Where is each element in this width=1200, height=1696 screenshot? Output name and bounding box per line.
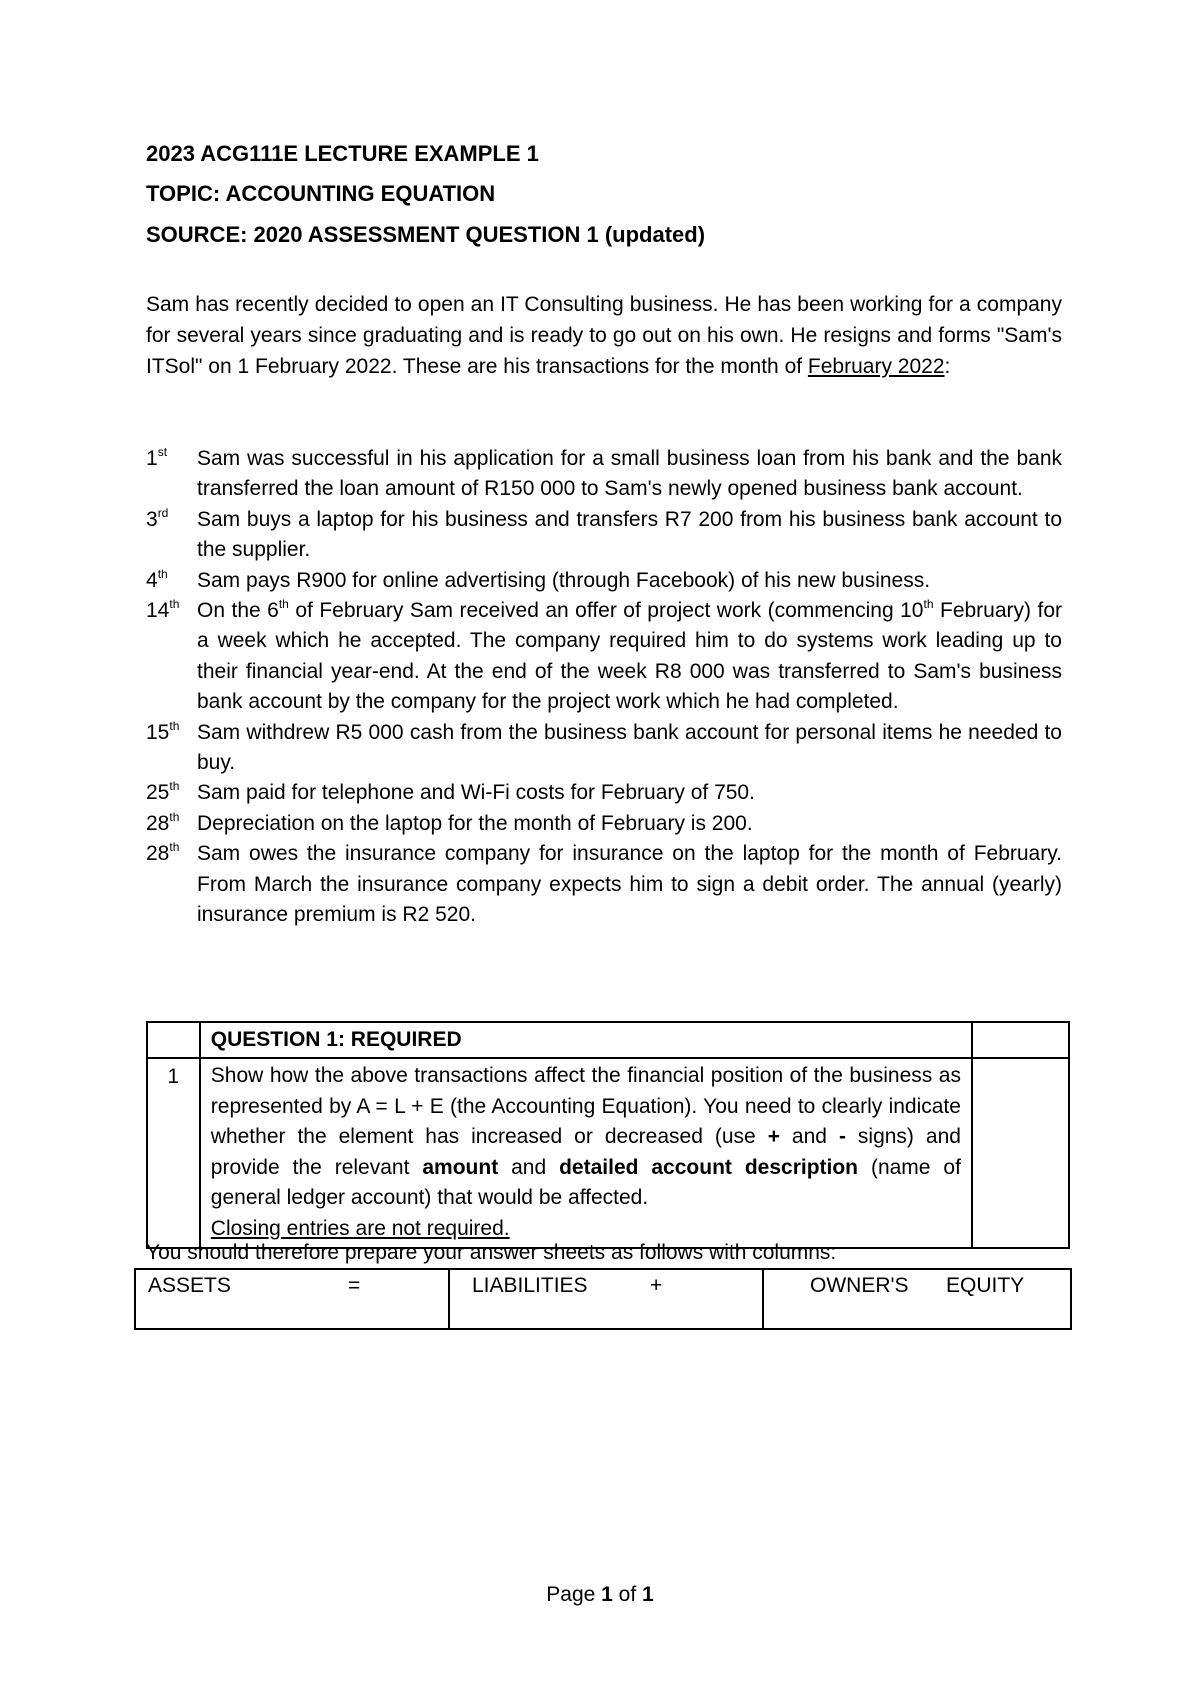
current-page: 1 — [601, 1583, 613, 1606]
transaction-item — [146, 505, 1062, 566]
transaction-text: On the 6th of February Sam received an offer of project work (commencing 10th February) for a week which he accepted. The company required him to do systems work leading up to their financial year-end. At the end of the week R8 000 was transferred to Sam's business bank account by the company for the project work which he had completed. — [197, 597, 1063, 714]
required-header-row — [147, 1022, 1069, 1058]
transaction-text: Sam buys a laptop for his business and transfers R7 200 from his business bank account to the supplier. — [197, 507, 1062, 562]
transaction-day: 28th — [146, 840, 180, 866]
plus-sign: + — [650, 1274, 663, 1297]
detailed-emphasis: detailed account description — [559, 1155, 859, 1179]
intro-end: : — [944, 354, 951, 378]
required-marks-cell — [972, 1058, 1069, 1248]
intro-underlined-date: February 2022 — [807, 354, 945, 378]
transaction-day: 4th — [146, 566, 168, 592]
transaction-item — [146, 778, 1062, 808]
amount-emphasis: amount — [422, 1155, 499, 1179]
required-header-marks-cell — [972, 1022, 1069, 1058]
transactions-list — [146, 444, 1062, 931]
equity-column — [762, 1270, 1070, 1328]
transaction-day: 28th — [146, 809, 180, 835]
transaction-item — [146, 809, 1062, 839]
required-body-row — [147, 1058, 1069, 1248]
required-number: 1 — [147, 1058, 200, 1248]
transaction-day: 15th — [146, 718, 180, 744]
total-pages: 1 — [642, 1583, 654, 1606]
assets-column — [136, 1270, 448, 1328]
required-heading: QUESTION 1: REQUIRED — [200, 1022, 972, 1058]
document-title: 2023 ACG111E LECTURE EXAMPLE 1 — [146, 141, 539, 166]
closing-note: Closing entries are not required. — [210, 1216, 510, 1240]
equity-label: EQUITY — [946, 1274, 1025, 1297]
source-heading: SOURCE: 2020 ASSESSMENT QUESTION 1 (updated) — [146, 222, 706, 247]
transaction-text: Sam pays R900 for online advertising (through Facebook) of his new business. — [197, 568, 931, 592]
assets-label: ASSETS — [148, 1274, 231, 1297]
transaction-item — [146, 718, 1062, 779]
required-table — [146, 1021, 1070, 1249]
page-footer: Page 1 of 1 — [546, 1583, 654, 1606]
transaction-item — [146, 444, 1062, 505]
required-instructions: Show how the above transactions affect the financial position of the business as represented by A = L + E (the Accounting Equation). You need to clearly indicate whether the element has increased or decreased (use + and - signs) and provide the relevant amount and detailed account description (name of general ledger account) that would be affected. Closing entries are not required. — [200, 1058, 972, 1248]
transaction-text: Sam withdrew R5 000 cash from the business bank account for personal items he needed to buy. — [197, 720, 1062, 775]
owners-label: OWNER'S — [810, 1274, 909, 1297]
transaction-text: Sam owes the insurance company for insurance on the laptop for the month of February. From March the insurance company expects him to sign a debit order. The annual (yearly) insurance premium is R2 520. — [197, 842, 1062, 927]
transaction-day: 3rd — [146, 505, 169, 531]
intro-paragraph — [146, 290, 1062, 382]
transaction-item — [146, 566, 1062, 596]
transaction-day: 1st — [146, 445, 168, 470]
intro-text: Sam has recently decided to open an IT Consulting business. He has been working for a company for several years since graduating and is ready to go out on his own. He resigns and forms "Sam's ITSol" on 1 February 2022. These are his transactions for the month of — [146, 293, 1062, 378]
topic-heading: TOPIC: ACCOUNTING EQUATION — [146, 181, 496, 206]
transaction-day: 14th — [146, 597, 180, 623]
transaction-text: Depreciation on the laptop for the month of February is 200. — [197, 811, 753, 835]
equals-sign: = — [348, 1274, 361, 1297]
answer-sheet-header — [134, 1268, 1072, 1330]
liabilities-column — [448, 1270, 762, 1328]
transaction-text: Sam was successful in his application for a small business loan from his bank and the bank transferred the loan amount of R150 000 to Sam's newly opened business bank account. — [197, 447, 1062, 501]
transaction-text: Sam paid for telephone and Wi-Fi costs for February of 750. — [197, 781, 755, 805]
required-header-num-cell — [147, 1022, 200, 1058]
transaction-day: 25th — [146, 779, 180, 805]
answer-note: You should therefore prepare your answer sheets as follows with columns: — [146, 1241, 837, 1264]
transaction-item — [146, 839, 1062, 930]
transaction-item — [146, 596, 1062, 718]
liabilities-label: LIABILITIES — [472, 1274, 588, 1297]
